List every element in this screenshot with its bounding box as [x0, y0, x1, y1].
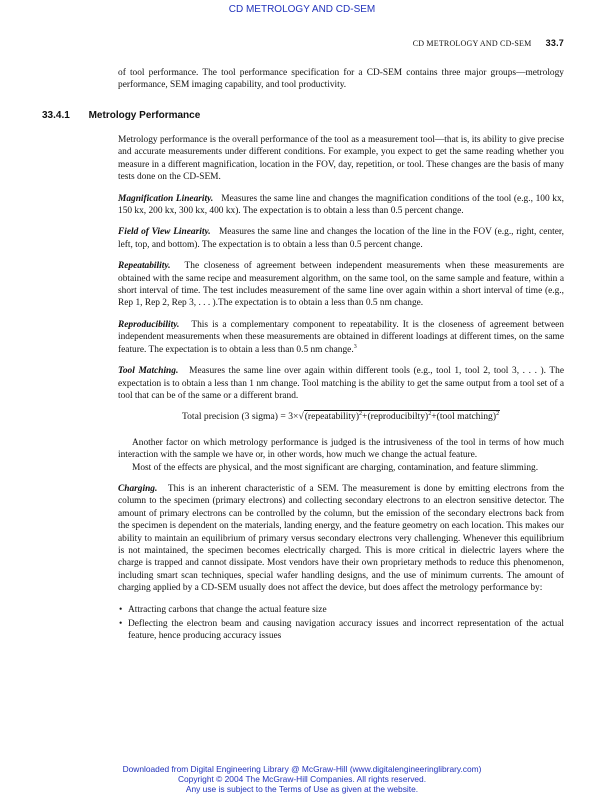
- plus-sign: +: [362, 411, 368, 423]
- plus-sign: +: [431, 411, 437, 423]
- intro-block: [118, 67, 564, 101]
- item-text: This is an inherent characteristic of a SEM. The measurement is done by emitting electrons from the column to the specimen (primary electrons) and collecting secondary electrons to an electron sensitive detector. The amount of primary electrons can be controlled by the column, but the emission of the secondary electrons back from the specimen is dependent on the materials, landing energy, and the feature geometry on each location. This makes our ability to maintain an equilibrium of primary versus secondary electrons very challenging. Whenever this equilibrium is not maintained, the specimen becomes electrically charged. This is more critical in dielectric layers where the charge is trapped and cannot dissipate. Most vendors have their own proprietary methods to reduce this phenomenon, including smart scan techniques, special wafer handling designs, and the use of minimum currents. The amount of charging applied by a CD-SEM usually does not affect the device, but does affect the metrology performance by:: [118, 483, 564, 594]
- precision-formula: [118, 411, 564, 423]
- metrology-paragraph: Metrology performance is the overall performance of the tool as a measurement tool—that is, its ability to give precise and accurate measurements under different conditions. For example, you expect to get the same reading whether you measure in a different magnification, location in the FOV, day, repetition, or tool. These changes are the basis of many tests done on the CD-SEM.: [118, 135, 564, 183]
- formula-lhs: Total precision (3 sigma): [181, 411, 278, 423]
- footer-copyright: Copyright © 2004 The McGraw-Hill Companies. All rights reserved.: [177, 774, 427, 784]
- section-title: Metrology Performance: [88, 110, 201, 121]
- charging-effects-list: [118, 604, 564, 643]
- running-head-title: CD METROLOGY AND CD-SEM: [412, 39, 532, 48]
- footer-download-link[interactable]: Downloaded from Digital Engineering Library @ McGraw-Hill (www.digitalengineeringlibrary.com): [122, 764, 482, 774]
- item-heading: Magnification Linearity.: [118, 193, 214, 204]
- footnote-ref: 3: [353, 343, 357, 350]
- item-heading: Tool Matching.: [118, 366, 179, 377]
- list-item: • Attracting carbons that change the actual feature size: [128, 604, 564, 616]
- item-repeatability: [118, 260, 564, 310]
- item-reproducibility: [118, 319, 564, 356]
- item-text: The closeness of agreement between independent measurements when these measurements are obtained with the same recipe and measurement algorithm, on the same tool, on the same sample and feature, within a short interval of time. The test includes measurement of the same line over again within a short interval of time (e.g., Rep 1, Rep 2, Rep 3, . . . ).The expectation is to obtain a less than 0.5 nm change.: [118, 261, 564, 309]
- term-tool-matching: (tool matching): [436, 411, 497, 423]
- term-reproducibility: (reproducibilty): [367, 411, 429, 423]
- section-number: 33.4.1: [42, 110, 70, 121]
- item-heading: Charging.: [118, 483, 158, 494]
- item-text: Measures the same line over again within different tools (e.g., tool 1, tool 2, tool 3, . . . ). The expectation is to obtain a less than 1 nm change. Tool matching is the ability to get the same output from a tool set of a tool that can be of the same or a different brand.: [118, 366, 564, 401]
- effects-paragraph: Most of the effects are physical, and the most significant are charging, contamination, and feature slimming.: [132, 462, 539, 473]
- page-banner: CD METROLOGY AND CD-SEM: [228, 4, 376, 15]
- formula-coefficient: 3×: [288, 411, 299, 423]
- item-magnification: [118, 193, 564, 218]
- footer-terms: Any use is subject to the Terms of Use as given at the website.: [185, 784, 419, 794]
- intrusiveness-paragraph: Another factor on which metrology performance is judged is the intrusiveness of the tool in terms of how much interaction with the sample we have or, in other words, how much we change the actual feature.: [118, 437, 564, 461]
- exponent: 2: [359, 411, 363, 418]
- page-number: 33.7: [545, 38, 564, 48]
- intro-paragraph: of tool performance. The tool performance specification for a CD-SEM contains three major groups—metrology performance, SEM imaging capability, and tool productivity.: [118, 68, 564, 91]
- section-heading: [42, 110, 200, 121]
- exponent: 2: [496, 411, 500, 418]
- item-heading: Field of View Linearity.: [118, 227, 211, 238]
- item-text: Measures the same line and changes the magnification conditions of the tool (e.g., 100 kx, 150 kx, 200 kx, 300 kx, 400 kx). The expectation is to obtain a less than 0.5 percent change.: [118, 193, 565, 217]
- item-heading: Repeatability.: [118, 261, 171, 272]
- item-heading: Reproducibility.: [118, 319, 180, 330]
- footer: [0, 764, 604, 794]
- formula-radicand: [304, 410, 500, 422]
- list-item: • Deflecting the electron beam and causing navigation accuracy issues and incorrect representation of the actual feature, hence producing accuracy issues: [128, 618, 564, 643]
- sqrt-icon: √: [298, 411, 304, 423]
- item-tool-matching: [118, 365, 564, 402]
- term-repeatability: (repeatability): [304, 411, 360, 423]
- exponent: 2: [428, 411, 432, 418]
- running-head: [413, 38, 564, 48]
- item-fov: [118, 226, 564, 251]
- formula-equals: =: [280, 411, 286, 423]
- item-text: This is a complementary component to repeatability. It is the closeness of agreement between independent measurements when these measurements are obtained in different loadings at different times, on the same feature. The expectation is to obtain a less than 0.5 nm change.: [118, 319, 564, 355]
- item-text: Measures the same line and changes the location of the line in the FOV (e.g., right, center, left, top, and bottom). The expectation is to obtain a less than 0.5 percent change.: [118, 227, 564, 250]
- charging-paragraph: [118, 483, 564, 595]
- main-body: [118, 134, 564, 645]
